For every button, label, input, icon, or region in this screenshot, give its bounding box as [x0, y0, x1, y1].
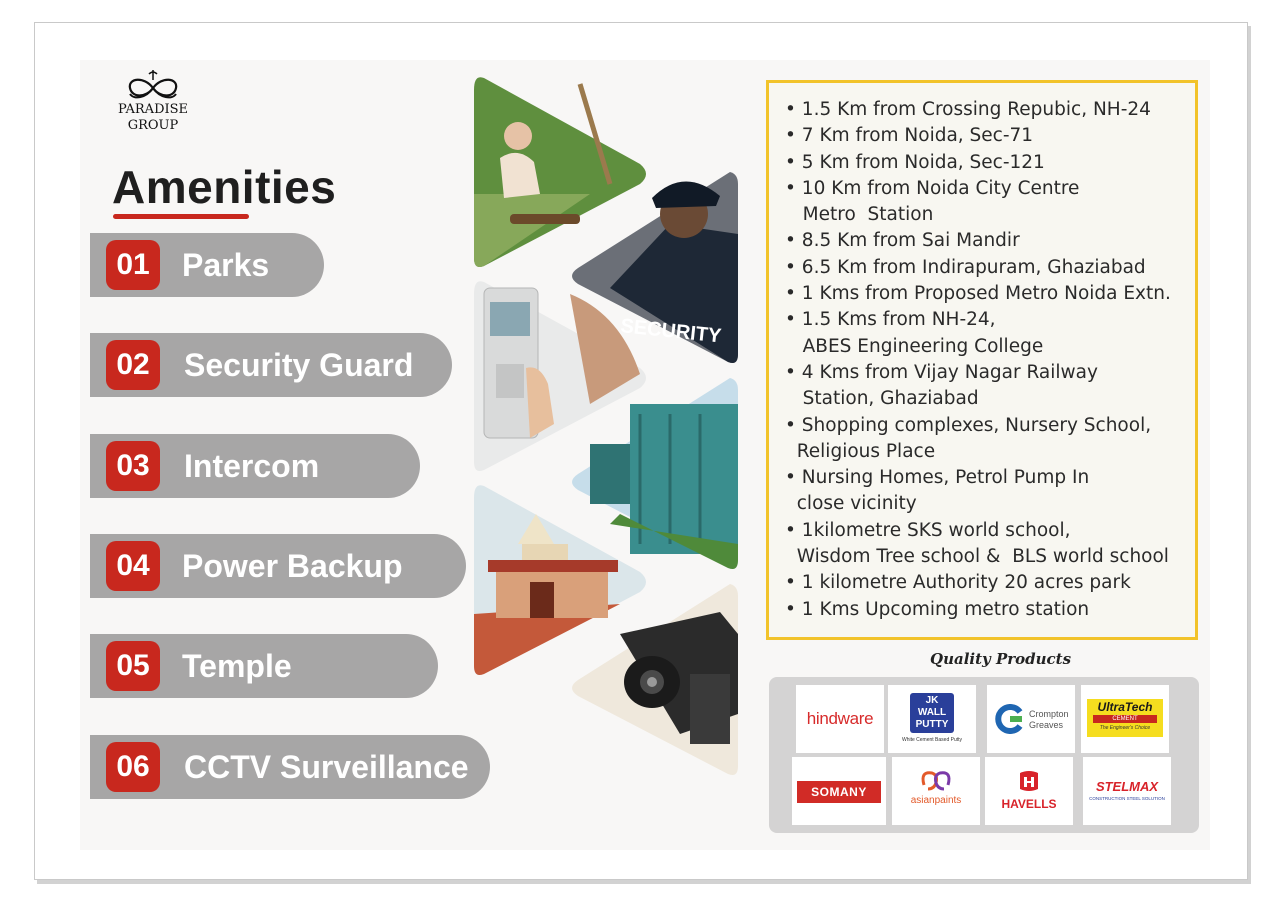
list-item: Station, Ghaziabad — [785, 388, 979, 410]
amenity-item-parks — [90, 233, 324, 297]
amenity-item-intercom — [90, 434, 420, 498]
list-item: • 6.5 Km from Indirapuram, Ghaziabad — [785, 256, 1146, 278]
brand-logo-somany — [792, 757, 886, 825]
havells-wordmark: HAVELLS — [1001, 797, 1057, 811]
havells-icon — [1016, 769, 1042, 793]
brand-logo-havells — [985, 757, 1073, 825]
list-item: Metro Station — [785, 204, 934, 226]
amenity-item-security-guard — [90, 333, 452, 397]
amenity-number: 02 — [106, 340, 160, 390]
brand-logos-panel — [769, 677, 1199, 833]
list-item: • 10 Km from Noida City Centre — [785, 177, 1080, 199]
amenity-item-cctv-surveillance — [90, 735, 490, 799]
jk-line-1: JK — [925, 695, 939, 706]
amenity-label: Security Guard — [184, 347, 414, 383]
brand-logo-hindware — [796, 685, 884, 753]
crompton-c-icon — [995, 704, 1025, 734]
amenity-item-temple — [90, 634, 438, 698]
list-item: Religious Place — [785, 440, 936, 462]
list-item: close vicinity — [785, 493, 917, 515]
amenity-label: Intercom — [184, 448, 320, 484]
brand-logo-ultratech — [1081, 685, 1169, 753]
amenity-label: Temple — [182, 648, 292, 684]
asian-paints-wordmark: asianpaints — [910, 795, 962, 806]
location-highlights-box — [766, 80, 1198, 640]
list-item: • Nursing Homes, Petrol Pump In — [785, 467, 1090, 489]
jk-wall-putty-badge — [910, 693, 954, 733]
logo-line-1: PARADISE — [117, 102, 189, 117]
amenity-label: Parks — [182, 247, 270, 283]
brand-logo-crompton-greaves — [987, 685, 1075, 753]
title-underline — [113, 214, 249, 219]
list-item: • 1 kilometre Authority 20 acres park — [785, 572, 1131, 594]
list-item: • 1.5 Kms from NH-24, — [785, 309, 996, 331]
list-item: • 1kilometre SKS world school, — [785, 519, 1071, 541]
list-item: • 1 Kms Upcoming metro station — [785, 598, 1090, 620]
somany-wordmark: SOMANY — [797, 781, 881, 803]
ultratech-badge — [1087, 699, 1163, 737]
location-list — [785, 97, 1195, 623]
amenity-label: CCTV Surveillance — [184, 749, 469, 785]
amenity-number: 01 — [106, 240, 160, 290]
jk-tagline: White Cement Based Putty — [901, 737, 963, 743]
ultratech-wordmark: UltraTech — [1097, 700, 1153, 714]
crompton-line-1: Crompton — [1029, 709, 1069, 719]
list-item: • Shopping complexes, Nursery School, — [785, 414, 1152, 436]
stelmax-wordmark: STELMAX — [1095, 779, 1159, 794]
paradise-group-logo — [112, 68, 194, 134]
brand-logo-stelmax — [1083, 757, 1171, 825]
list-item: • 4 Kms from Vijay Nagar Railway — [785, 361, 1098, 383]
jk-line-2: WALL — [917, 707, 947, 718]
amenity-number: 06 — [106, 742, 160, 792]
amenity-item-power-backup — [90, 534, 466, 598]
ultratech-tagline: The Engineer's Choice — [1099, 725, 1151, 731]
amenities-photo-collage — [470, 74, 752, 780]
amenity-number: 05 — [106, 641, 160, 691]
ultratech-cement-band: CEMENT — [1093, 715, 1157, 723]
brand-logo-asian-paints — [892, 757, 980, 825]
list-item: • 7 Km from Noida, Sec-71 — [785, 125, 1034, 147]
crompton-wordmark — [1029, 709, 1069, 731]
list-item: • 5 Km from Noida, Sec-121 — [785, 151, 1045, 173]
list-item: • 8.5 Km from Sai Mandir — [785, 230, 1020, 252]
list-item: • 1.5 Km from Crossing Repubic, NH-24 — [785, 99, 1151, 120]
intercom-photo — [474, 281, 646, 471]
list-item: • 1 Kms from Proposed Metro Noida Extn. — [785, 283, 1171, 305]
temple-photo — [474, 485, 646, 675]
amenity-label: Power Backup — [182, 548, 403, 584]
crompton-line-2: Greaves — [1029, 720, 1064, 730]
jk-line-3: PUTTY — [915, 719, 949, 730]
security-patch-text: SECURITY — [619, 315, 723, 348]
amenity-number: 04 — [106, 541, 160, 591]
parks-photo — [474, 77, 646, 267]
hindware-wordmark: hindware — [806, 709, 874, 728]
amenity-number: 03 — [106, 441, 160, 491]
lotus-logo-icon — [122, 68, 184, 102]
stelmax-tagline: CONSTRUCTION STEEL SOLUTION — [1089, 796, 1165, 801]
asian-paints-icon — [918, 767, 954, 793]
quality-products-heading: Quality Products — [930, 650, 1072, 668]
list-item: Wisdom Tree school & BLS world school — [785, 546, 1169, 568]
page-title: Amenities — [112, 161, 337, 213]
brand-logo-jk-wall-putty — [888, 685, 976, 753]
list-item: ABES Engineering College — [785, 335, 1044, 357]
logo-line-2: GROUP — [127, 118, 179, 133]
